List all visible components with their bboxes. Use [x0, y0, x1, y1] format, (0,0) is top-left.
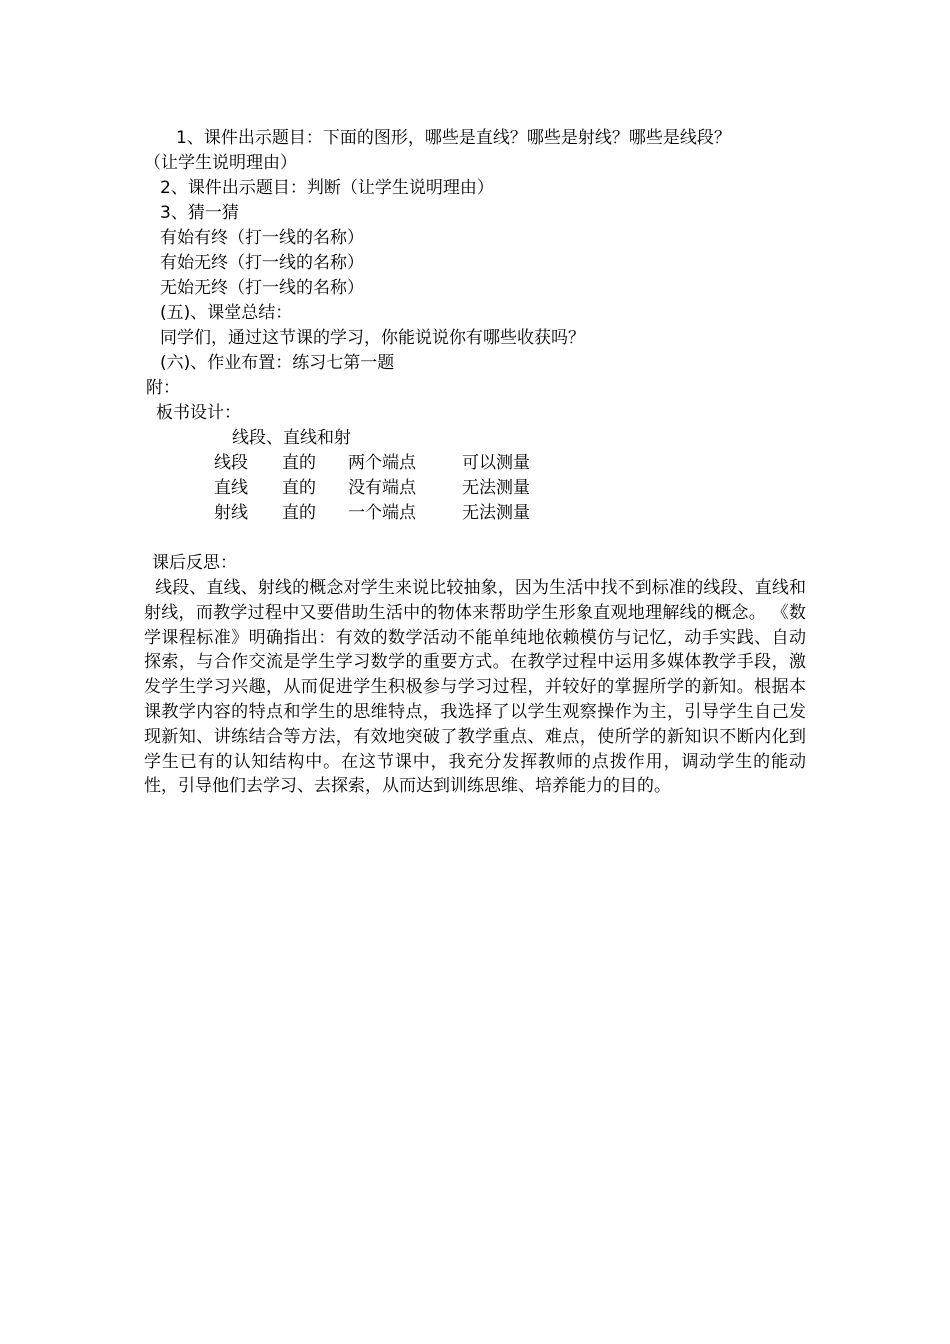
reflection-label: 课后反思：: [152, 553, 237, 573]
board-cell: 没有端点: [348, 478, 416, 498]
board-cell: 直的: [282, 478, 316, 498]
question-3: 3、猜一猜: [160, 203, 239, 223]
section-5-text: 同学们，通过这节课的学习，你能说说你有哪些收获吗？: [160, 328, 585, 348]
board-cell: 无法测量: [462, 503, 530, 523]
board-cell: 无法测量: [462, 478, 530, 498]
board-cell: 可以测量: [462, 453, 530, 473]
board-cell: 射线: [214, 503, 248, 523]
question-2: 2、课件出示题目：判断（让学生说明理由）: [160, 178, 494, 198]
board-cell: 直的: [282, 503, 316, 523]
board-cell: 一个端点: [348, 503, 416, 523]
board-cell: 直线: [214, 478, 248, 498]
board-design-label: 板书设计：: [156, 403, 241, 423]
guess-2: 有始无终（打一线的名称）: [160, 253, 364, 273]
board-cell: 两个端点: [348, 453, 416, 473]
board-cell: 线段: [214, 453, 248, 473]
question-1: 1、课件出示题目：下面的图形，哪些是直线？哪些是射线？哪些是线段？: [176, 128, 731, 148]
board-cell: 直的: [282, 453, 316, 473]
board-title: 线段、直线和射: [232, 428, 351, 448]
reflection-paragraph: 线段、直线、射线的概念对学生来说比较抽象，因为生活中找不到标准的线段、直线和射线，而教学过程中又要借助生活中的物体来帮助学生形象直观地理解线的概念。 《数学课程标准》明确指出：有效的数学活动不能单纯地依赖模仿与记忆，动手实践、自动探索，与合作交流是学生学习数学的重要方式。在教学过程中运用多媒体教学手段，激发学生学习兴趣，从而促进学生积极参与学习过程，并较好的掌握所学的新知。根据本课教学内容的特点和学生的思维特点，我选择了以学生观察操作为主，引导学生自己发现新知、讲练结合等方法，有效地突破了教学重点、难点，使所学的新知识不断内化到学生已有的认知结构中。在这节课中，我充分发挥教师的点拨作用，调动学生的能动性，引导他们去学习、去探索，从而达到训练思维、培养能力的目的。: [144, 578, 806, 797]
section-5-heading: (五)、课堂总结：: [160, 303, 293, 323]
guess-1: 有始有终（打一线的名称）: [160, 228, 364, 248]
guess-3: 无始无终（打一线的名称）: [160, 278, 364, 298]
question-1-continued: （让学生说明理由）: [144, 153, 297, 173]
section-6-heading: (六)、作业布置：练习七第一题: [160, 353, 395, 373]
appendix-label: 附：: [146, 378, 180, 398]
